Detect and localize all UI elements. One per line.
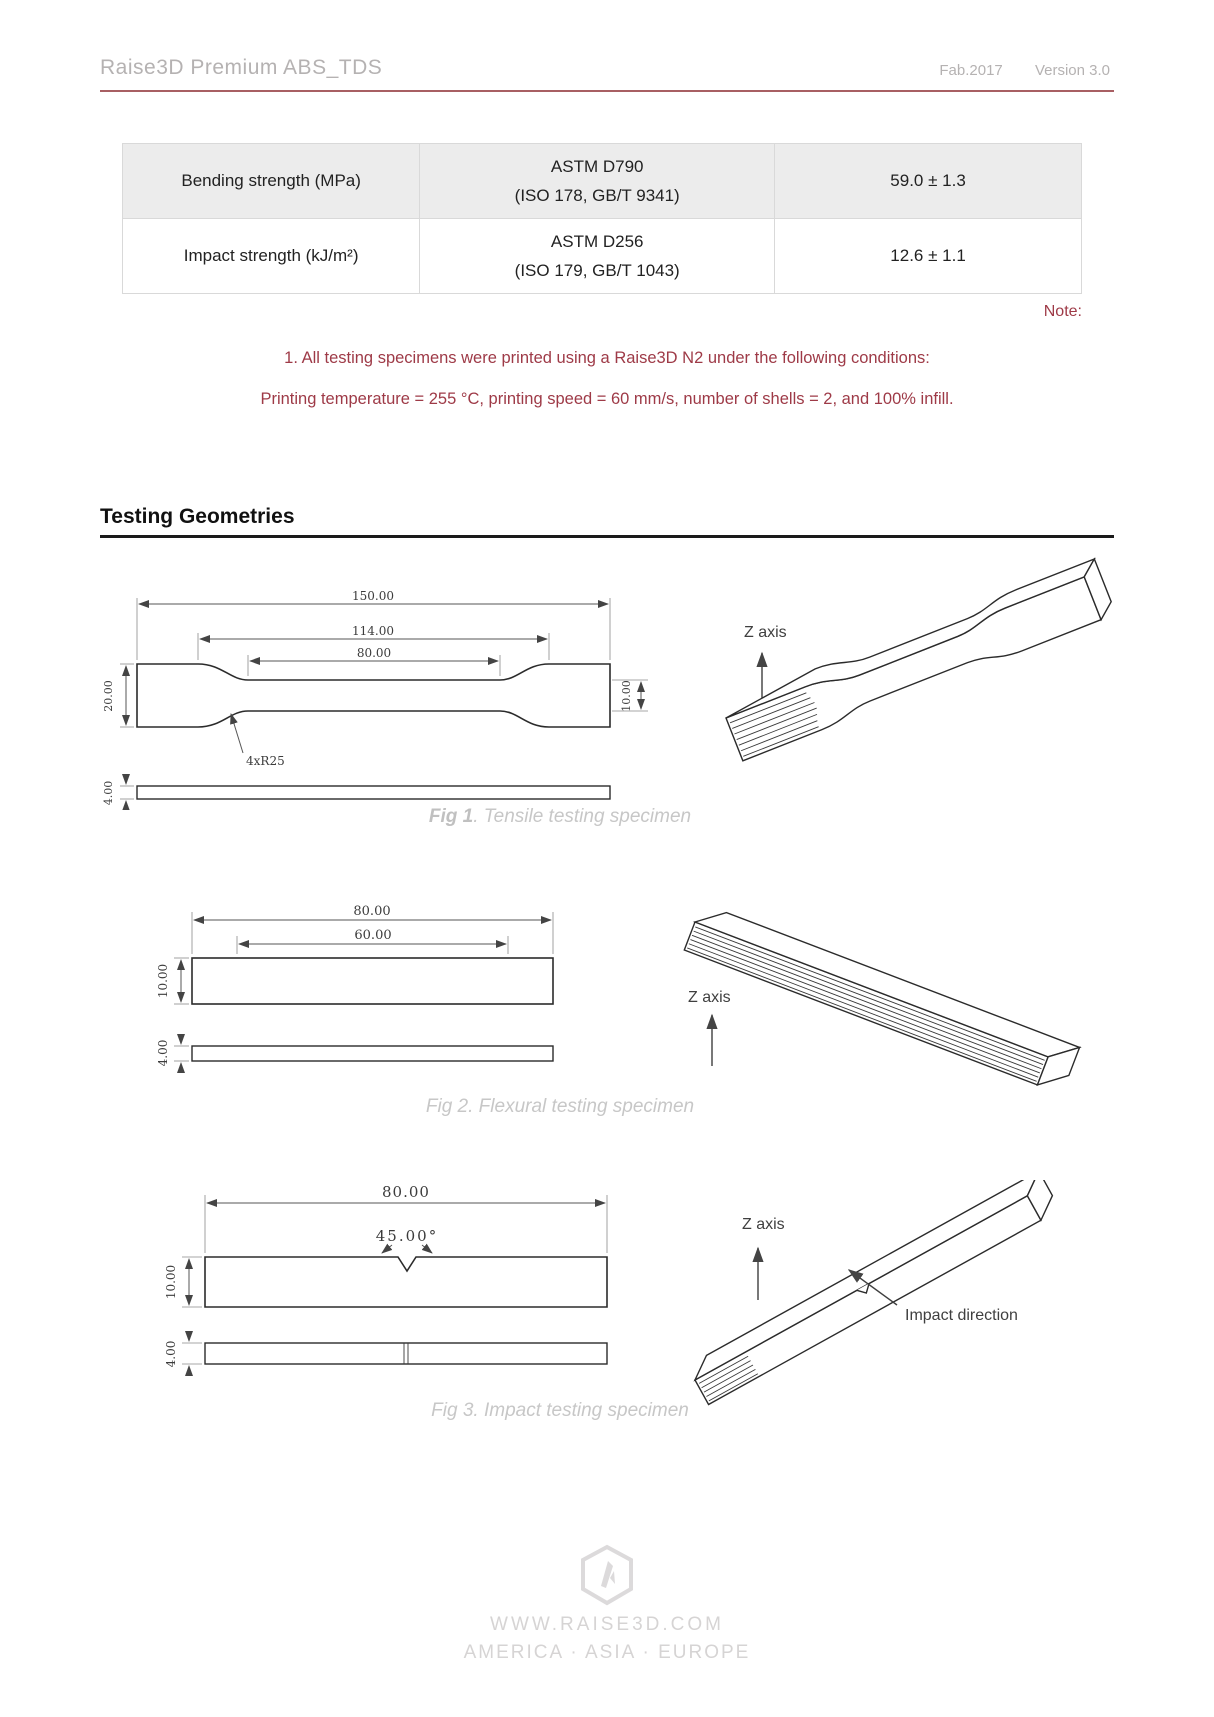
fig1-dim-shoulder-label: 114.00: [352, 624, 394, 638]
fig3-impact-direction-label: Impact direction: [905, 1307, 1018, 1324]
fig2-side-view: [192, 1046, 553, 1061]
fig2-z-axis: [688, 989, 731, 1066]
fig3-impact-drawing: [0, 1180, 1214, 1410]
fig1-dim-narrow-width: [612, 680, 648, 712]
fig1-dim-gauge: [248, 646, 500, 676]
fig2-front-view: [192, 958, 553, 1004]
method-cell: [420, 219, 775, 294]
note-line-1: 1. All testing specimens were printed using a Raise3D N2 under the following conditions:: [284, 349, 930, 367]
fig1-dim-thickness-label: 4.00: [102, 780, 115, 806]
document-title: Raise3D Premium ABS_TDS: [100, 56, 383, 79]
raise3d-logo-icon: [575, 1544, 639, 1606]
method-cell: [420, 144, 775, 219]
fig3-caption: [100, 1400, 1020, 1422]
fig2-z-axis-label: Z axis: [688, 989, 731, 1006]
value-cell: 12.6 ± 1.1: [775, 219, 1082, 294]
footer-website: WWW.RAISE3D.COM: [490, 1614, 724, 1635]
method-standard: ASTM D790: [550, 156, 644, 176]
fig3-caption-text: Impact testing specimen: [478, 1400, 689, 1421]
fig2-dim-thickness: [156, 1036, 189, 1071]
fig3-dim-length-label: 80.00: [382, 1183, 430, 1201]
fig3-front-view: [205, 1257, 607, 1307]
footer-regions: AMERICA · ASIA · EUROPE: [463, 1642, 751, 1663]
section-rule: [100, 535, 1114, 538]
fig1-side-view: [137, 786, 610, 799]
fig2-dim-length-label: 80.00: [353, 904, 391, 919]
fig2-dim-span-label: 60.00: [354, 928, 392, 943]
table-row: [123, 219, 1082, 294]
fig3-notch-angle-label: 45.00°: [375, 1227, 439, 1245]
fig2-flexural-drawing: [0, 880, 1214, 1096]
fig1-caption-number: Fig 1: [428, 806, 474, 827]
fig1-caption: [100, 806, 1020, 828]
fig2-caption-text: Flexural testing specimen: [473, 1096, 695, 1117]
fig2-dim-width: [156, 958, 189, 1004]
property-cell: Bending strength (MPa): [123, 144, 420, 219]
note-line-2: Printing temperature = 255 °C, printing speed = 60 mm/s, number of shells = 2, and 100% infill.: [260, 390, 954, 408]
header-date: Fab.2017: [939, 62, 1003, 79]
properties-table: [122, 143, 1082, 294]
header-version: Version 3.0: [1034, 62, 1110, 79]
fig3-dim-width-label: 10.00: [164, 1264, 178, 1300]
fig3-caption-number: Fig 3.: [431, 1400, 479, 1421]
fig3-dim-thickness-label: 4.00: [164, 1340, 178, 1368]
fig3-dim-width: [164, 1257, 202, 1307]
fig3-3d-specimen: [687, 1180, 1060, 1404]
fig2-dim-thickness-label: 4.00: [156, 1039, 170, 1067]
fig1-dim-narrow-width-label: 10.00: [620, 680, 633, 712]
note-label: Note:: [1043, 303, 1082, 320]
fig1-caption-text: . Tensile testing specimen: [473, 806, 692, 827]
fig1-z-axis-label: Z axis: [744, 624, 787, 641]
fig1-dim-thickness: [102, 776, 134, 809]
fig3-side-view: [205, 1343, 607, 1364]
fig2-dim-width-label: 10.00: [156, 963, 170, 999]
method-iso: (ISO 178, GB/T 9341): [514, 185, 680, 205]
fig2-dim-span: [237, 928, 508, 954]
value-cell: 59.0 ± 1.3: [775, 144, 1082, 219]
fig2-caption: [100, 1096, 1020, 1118]
fig1-fillet-note: [231, 714, 285, 768]
fig3-z-axis-label: Z axis: [742, 1216, 785, 1233]
fig2-caption-number: Fig 2.: [425, 1096, 474, 1117]
fig1-fillet-note-label: 4xR25: [246, 754, 285, 768]
method-standard: ASTM D256: [550, 231, 644, 251]
table-row: [123, 144, 1082, 219]
fig1-dim-grip-width-label: 20.00: [102, 680, 115, 712]
method-iso: (ISO 179, GB/T 1043): [514, 260, 680, 280]
fig1-dim-grip-width: [102, 664, 134, 727]
fig1-3d-specimen: [721, 559, 1116, 761]
fig1-dogbone-front-view: [137, 664, 610, 727]
fig2-3d-specimen: [684, 903, 1079, 1094]
property-cell: Impact strength (kJ/m²): [123, 219, 420, 294]
fig3-dim-thickness: [164, 1333, 202, 1374]
section-title: Testing Geometries: [100, 505, 295, 528]
fig3-z-axis: [742, 1216, 785, 1300]
header-meta: [911, 62, 1110, 79]
fig1-tensile-drawing: [0, 540, 1214, 810]
fig3-notch-angle: [376, 1227, 438, 1253]
header-rule: [100, 90, 1114, 92]
fig1-dim-gauge-label: 80.00: [356, 646, 392, 660]
fig1-dim-overall-label: 150.00: [352, 589, 394, 603]
